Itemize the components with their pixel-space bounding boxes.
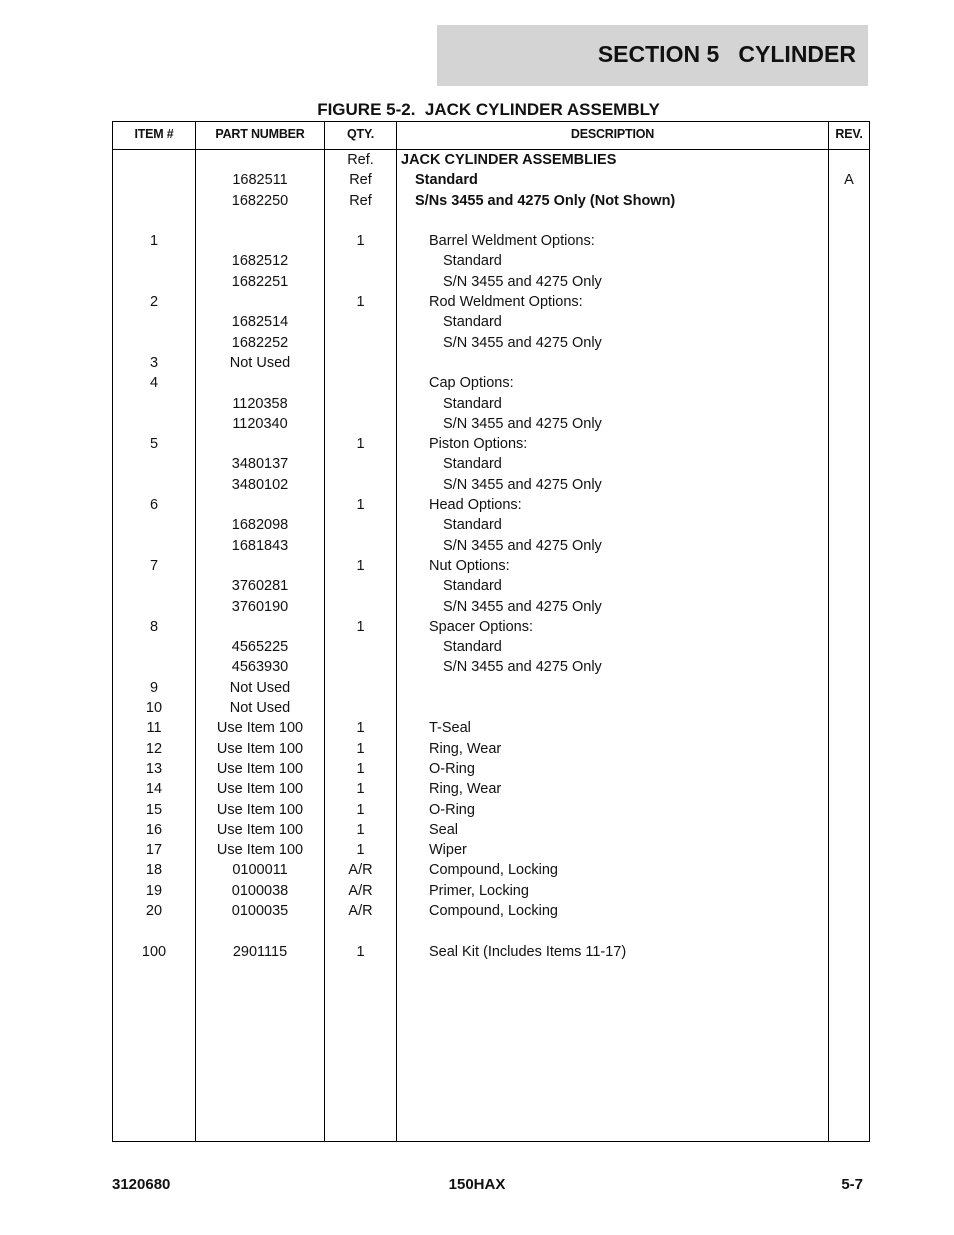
table-row — [113, 454, 869, 474]
table-body — [113, 150, 869, 962]
cell-item-number: 4 — [149, 375, 159, 392]
column-header-item: ITEM # — [134, 127, 174, 141]
cell-description: JACK CYLINDER ASSEMBLIES — [401, 152, 617, 168]
cell-part-number: 3480137 — [231, 456, 289, 473]
cell-qty: 1 — [356, 760, 365, 777]
cell-part-number: Not Used — [229, 354, 291, 371]
cell-rev: A — [844, 172, 854, 189]
cell-qty: 1 — [356, 233, 365, 250]
column-header-qty: QTY. — [347, 127, 374, 141]
table-row — [113, 211, 869, 231]
parts-table — [112, 121, 870, 1142]
cell-item-number: 9 — [149, 679, 159, 696]
cell-description: S/Ns 3455 and 4275 Only (Not Shown) — [415, 192, 676, 209]
cell-qty: 1 — [356, 557, 365, 574]
cell-description: Compound, Locking — [429, 902, 558, 919]
table-row — [113, 536, 869, 556]
table-row — [113, 820, 869, 840]
cell-description: Seal — [429, 821, 459, 838]
column-header-rev: REV. — [835, 127, 863, 141]
table-row — [113, 475, 869, 495]
section-title: SECTION 5 CYLINDER — [597, 41, 856, 67]
cell-part-number: Use Item 100 — [216, 821, 304, 838]
cell-part-number: 4563930 — [231, 659, 289, 676]
table-row — [113, 312, 869, 332]
cell-description: Standard — [443, 578, 502, 595]
cell-description: Barrel Weldment Options: — [429, 233, 595, 250]
table-row — [113, 860, 869, 880]
cell-item-number: 14 — [145, 781, 163, 798]
cell-part-number: Use Item 100 — [216, 801, 304, 818]
cell-description: S/N 3455 and 4275 Only — [443, 334, 602, 351]
cell-qty: 1 — [356, 720, 365, 737]
cell-part-number: 4565225 — [231, 639, 289, 656]
cell-part-number: 1120340 — [232, 415, 288, 432]
table-row — [113, 394, 869, 414]
cell-qty: A/R — [348, 882, 373, 899]
cell-description: Ring, Wear — [429, 740, 502, 757]
cell-description: Standard — [443, 517, 502, 534]
cell-description: Head Options: — [429, 497, 522, 514]
cell-part-number: Use Item 100 — [216, 760, 304, 777]
table-row — [113, 251, 869, 271]
cell-description: Compound, Locking — [429, 862, 558, 879]
cell-qty: 1 — [356, 842, 365, 859]
footer-model: 150HAX — [448, 1176, 506, 1193]
cell-item-number: 8 — [149, 618, 159, 635]
table-row — [113, 414, 869, 434]
cell-qty: 1 — [356, 943, 365, 960]
table-row — [113, 617, 869, 637]
cell-description: T-Seal — [429, 720, 471, 737]
table-row — [113, 739, 869, 759]
cell-item-number: 20 — [145, 902, 163, 919]
cell-part-number: 1682512 — [231, 253, 289, 270]
cell-item-number: 2 — [149, 294, 159, 311]
cell-part-number: 3760281 — [231, 578, 289, 595]
cell-qty: 1 — [356, 497, 365, 514]
cell-part-number: 0100035 — [231, 902, 289, 919]
cell-item-number: 11 — [146, 720, 162, 737]
table-row — [113, 231, 869, 251]
cell-part-number: 1682514 — [231, 314, 289, 331]
cell-item-number: 18 — [145, 862, 163, 879]
cell-item-number: 100 — [141, 943, 167, 960]
table-row — [113, 434, 869, 454]
cell-description: Standard — [443, 395, 502, 412]
cell-description: Primer, Locking — [429, 882, 529, 899]
cell-part-number: 0100038 — [231, 882, 289, 899]
cell-part-number: 0100011 — [232, 862, 288, 879]
table-row — [113, 150, 869, 170]
cell-description: O-Ring — [429, 760, 475, 777]
table-row — [113, 495, 869, 515]
cell-item-number: 12 — [145, 740, 163, 757]
cell-item-number: 6 — [149, 497, 159, 514]
column-header-description: DESCRIPTION — [570, 127, 655, 141]
table-row — [113, 840, 869, 860]
cell-part-number: Use Item 100 — [216, 740, 304, 757]
table-row — [113, 800, 869, 820]
cell-part-number: 1682251 — [231, 273, 289, 290]
cell-qty: 1 — [356, 781, 365, 798]
cell-description: S/N 3455 and 4275 Only — [443, 659, 602, 676]
table-row — [113, 901, 869, 921]
table-row — [113, 698, 869, 718]
cell-description: Standard — [443, 639, 502, 656]
cell-description: Standard — [443, 253, 502, 270]
table-row — [113, 576, 869, 596]
table-row — [113, 353, 869, 373]
table-row — [113, 678, 869, 698]
cell-part-number: 1682252 — [231, 334, 289, 351]
cell-part-number: Use Item 100 — [216, 842, 304, 859]
cell-description: Standard — [443, 456, 502, 473]
table-row — [113, 556, 869, 576]
cell-qty: 1 — [356, 801, 365, 818]
figure-title: FIGURE 5-2. JACK CYLINDER ASSEMBLY — [317, 100, 660, 119]
cell-item-number: 15 — [145, 801, 163, 818]
cell-item-number: 19 — [145, 882, 163, 899]
table-row — [113, 272, 869, 292]
cell-description: O-Ring — [429, 801, 475, 818]
cell-description: Standard — [415, 172, 478, 189]
cell-qty: 1 — [356, 436, 365, 453]
table-row — [113, 779, 869, 799]
table-row — [113, 515, 869, 535]
cell-description: Nut Options: — [429, 557, 510, 574]
cell-qty: Ref. — [347, 152, 374, 168]
cell-item-number: 1 — [149, 233, 159, 250]
cell-description: S/N 3455 and 4275 Only — [443, 415, 602, 432]
cell-description: Standard — [443, 314, 502, 331]
footer-page-number: 5-7 — [841, 1176, 863, 1193]
cell-item-number: 7 — [149, 557, 159, 574]
cell-description: Seal Kit (Includes Items 11-17) — [429, 943, 627, 960]
cell-part-number: 1120358 — [232, 395, 288, 412]
cell-part-number: Not Used — [229, 679, 291, 696]
cell-qty: 1 — [356, 618, 365, 635]
cell-part-number: 1681843 — [231, 537, 289, 554]
cell-item-number: 3 — [149, 354, 159, 371]
cell-description: Cap Options: — [429, 375, 514, 392]
table-row — [113, 921, 869, 941]
cell-qty: 1 — [356, 294, 365, 311]
table-row — [113, 759, 869, 779]
cell-description: Ring, Wear — [429, 781, 502, 798]
cell-part-number: Use Item 100 — [216, 781, 304, 798]
cell-description: Spacer Options: — [429, 618, 533, 635]
cell-item-number: 5 — [149, 436, 159, 453]
cell-qty: A/R — [348, 862, 373, 879]
cell-item-number: 16 — [145, 821, 163, 838]
table-row — [113, 191, 869, 211]
cell-part-number: 1682250 — [231, 192, 289, 209]
cell-part-number: Use Item 100 — [216, 720, 304, 737]
cell-part-number: 3760190 — [231, 598, 289, 615]
column-header-part-number: PART NUMBER — [215, 127, 305, 141]
table-row — [113, 170, 869, 190]
cell-description: Piston Options: — [429, 436, 528, 453]
table-row — [113, 333, 869, 353]
table-row — [113, 657, 869, 677]
table-row — [113, 292, 869, 312]
cell-part-number: 2901115 — [232, 943, 288, 960]
table-row — [113, 881, 869, 901]
table-row — [113, 373, 869, 393]
cell-part-number: Not Used — [229, 700, 291, 717]
table-row — [113, 942, 869, 962]
cell-part-number: 3480102 — [231, 476, 289, 493]
cell-qty: 1 — [356, 740, 365, 757]
cell-description: S/N 3455 and 4275 Only — [443, 537, 602, 554]
table-row — [113, 637, 869, 657]
cell-description: S/N 3455 and 4275 Only — [443, 273, 602, 290]
cell-part-number: 1682098 — [231, 517, 289, 534]
cell-qty: Ref — [349, 192, 372, 209]
cell-description: Rod Weldment Options: — [429, 294, 583, 311]
cell-qty: A/R — [348, 902, 373, 919]
cell-item-number: 17 — [145, 842, 163, 859]
footer-doc-number: 3120680 — [112, 1176, 171, 1193]
section-header — [437, 25, 868, 86]
cell-description: S/N 3455 and 4275 Only — [443, 598, 602, 615]
table-row — [113, 597, 869, 617]
cell-item-number: 13 — [145, 760, 163, 777]
cell-item-number: 10 — [145, 700, 163, 717]
table-row — [113, 718, 869, 738]
cell-qty: 1 — [356, 821, 365, 838]
cell-description: Wiper — [429, 842, 467, 859]
cell-description: S/N 3455 and 4275 Only — [443, 476, 602, 493]
cell-part-number: 1682511 — [232, 172, 288, 189]
cell-qty: Ref — [349, 172, 372, 189]
